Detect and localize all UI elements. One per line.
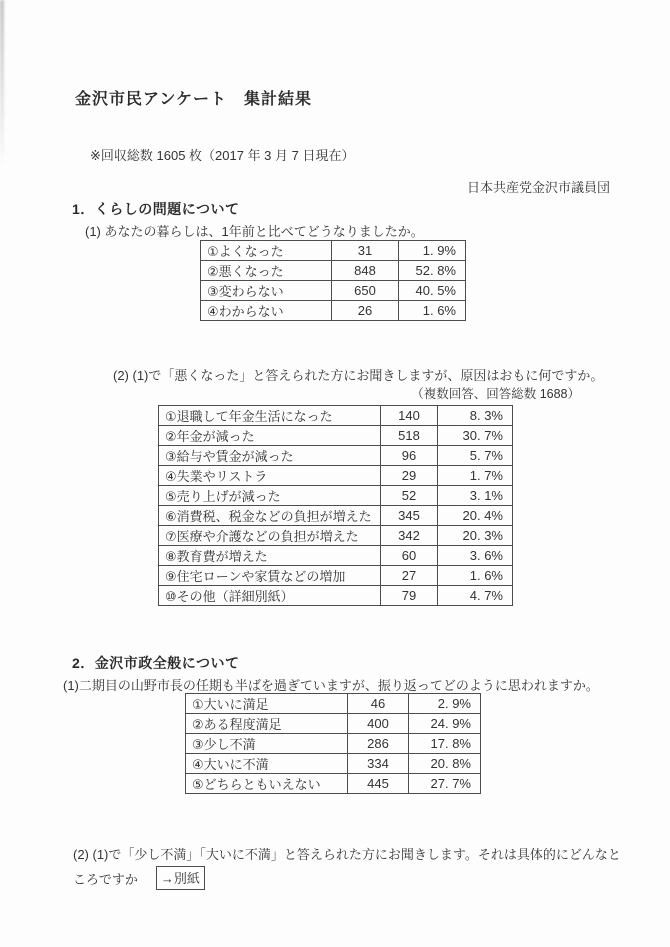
response-percent: 1. 9% <box>399 241 466 261</box>
living-change-table <box>200 240 466 321</box>
response-count: 650 <box>332 281 399 301</box>
response-percent: 1. 7% <box>438 466 513 486</box>
response-percent: 20. 4% <box>438 506 513 526</box>
table-row <box>159 466 513 486</box>
answer-option: ①退職して年金生活になった <box>159 406 381 426</box>
section2-question1-text: (1)二期目の山野市長の任期も半ばを過ぎていますが、振り返ってどのように思われますか。 <box>63 678 599 693</box>
table-row <box>159 586 513 606</box>
section2-question2-text-line2-text: ころですか <box>73 871 138 887</box>
response-count: 345 <box>381 506 438 526</box>
table-row <box>186 754 481 774</box>
answer-option: ⑥消費税、税金などの負担が増えた <box>159 506 381 526</box>
response-count: 96 <box>381 446 438 466</box>
response-percent: 3. 6% <box>438 546 513 566</box>
table-row <box>159 406 513 426</box>
response-count: 52 <box>381 486 438 506</box>
response-count: 29 <box>381 466 438 486</box>
answer-option: ⑨住宅ローンや家賃などの増加 <box>159 566 381 586</box>
section1-heading: 1．くらしの問題について <box>72 201 240 217</box>
response-count: 79 <box>381 586 438 606</box>
table-row <box>201 241 466 261</box>
response-count: 60 <box>381 546 438 566</box>
response-percent: 4. 7% <box>438 586 513 606</box>
response-count: 342 <box>381 526 438 546</box>
table-row <box>159 446 513 466</box>
table-row <box>159 506 513 526</box>
table-row <box>201 281 466 301</box>
response-percent: 52. 8% <box>399 261 466 281</box>
response-count: 26 <box>332 301 399 321</box>
table-row <box>159 486 513 506</box>
worse-reason-table <box>158 405 513 606</box>
mayor-satisfaction-table <box>185 693 481 794</box>
answer-option: ③給与や賃金が減った <box>159 446 381 466</box>
response-percent: 30. 7% <box>438 426 513 446</box>
table-row <box>201 261 466 281</box>
response-percent: 24. 9% <box>409 714 481 734</box>
response-percent: 3. 1% <box>438 486 513 506</box>
answer-option: ⑧教育費が増えた <box>159 546 381 566</box>
section1-question2-text: (2) (1)で「悪くなった」と答えられた方にお聞きしますが、原因はおもに何ですか。 <box>113 368 604 383</box>
collection-count-note: ※回収総数 1605 枚（2017 年 3 月 7 日現在） <box>90 148 355 163</box>
section2-question2-text-line2 <box>73 866 205 890</box>
answer-option: ①よくなった <box>201 241 332 261</box>
response-percent: 40. 5% <box>399 281 466 301</box>
answer-option: ④失業やリストラ <box>159 466 381 486</box>
response-percent: 1. 6% <box>438 566 513 586</box>
response-count: 445 <box>348 774 409 794</box>
section1-question1-text: (1) あなたの暮らしは、1年前と比べてどうなりましたか。 <box>85 224 424 239</box>
see-attachment-reference: →別紙 <box>156 866 205 890</box>
response-count: 334 <box>348 754 409 774</box>
response-percent: 20. 3% <box>438 526 513 546</box>
table-row <box>186 774 481 794</box>
response-count: 848 <box>332 261 399 281</box>
response-count: 518 <box>381 426 438 446</box>
response-percent: 2. 9% <box>409 694 481 714</box>
response-count: 31 <box>332 241 399 261</box>
response-count: 140 <box>381 406 438 426</box>
section2-question2-text-line1: (2) (1)で「少し不満」「大いに不満」と答えられた方にお聞きします。それは具体的にどんなと <box>73 847 621 862</box>
response-count: 286 <box>348 734 409 754</box>
answer-option: ⑦医療や介護などの負担が増えた <box>159 526 381 546</box>
table-row <box>186 694 481 714</box>
answer-option: ④大いに不満 <box>186 754 348 774</box>
answer-option: ⑤売り上げが減った <box>159 486 381 506</box>
table-row <box>186 714 481 734</box>
multiple-answer-note: （複数回答、回答総数 1688） <box>411 387 580 401</box>
response-percent: 5. 7% <box>438 446 513 466</box>
scan-edge-shadow <box>0 0 4 170</box>
answer-option: ②年金が減った <box>159 426 381 446</box>
answer-option: ⑤どちらともいえない <box>186 774 348 794</box>
response-percent: 8. 3% <box>438 406 513 426</box>
document-title: 金沢市民アンケート 集計結果 <box>75 91 313 108</box>
table-row <box>186 734 481 754</box>
answer-option: ④わからない <box>201 301 332 321</box>
table-row <box>159 546 513 566</box>
table-row <box>159 526 513 546</box>
answer-option: ③変わらない <box>201 281 332 301</box>
table-row <box>159 566 513 586</box>
section2-heading: 2．金沢市政全般について <box>72 655 240 671</box>
response-percent: 1. 6% <box>399 301 466 321</box>
response-count: 27 <box>381 566 438 586</box>
response-percent: 17. 8% <box>409 734 481 754</box>
answer-option: ③少し不満 <box>186 734 348 754</box>
response-count: 46 <box>348 694 409 714</box>
answer-option: ②ある程度満足 <box>186 714 348 734</box>
answer-option: ①大いに満足 <box>186 694 348 714</box>
table-row <box>159 426 513 446</box>
response-count: 400 <box>348 714 409 734</box>
response-percent: 27. 7% <box>409 774 481 794</box>
table-row <box>201 301 466 321</box>
response-percent: 20. 8% <box>409 754 481 774</box>
answer-option: ②悪くなった <box>201 261 332 281</box>
answer-option: ⑩その他（詳細別紙） <box>159 586 381 606</box>
organization-name: 日本共産党金沢市議員団 <box>466 180 610 195</box>
